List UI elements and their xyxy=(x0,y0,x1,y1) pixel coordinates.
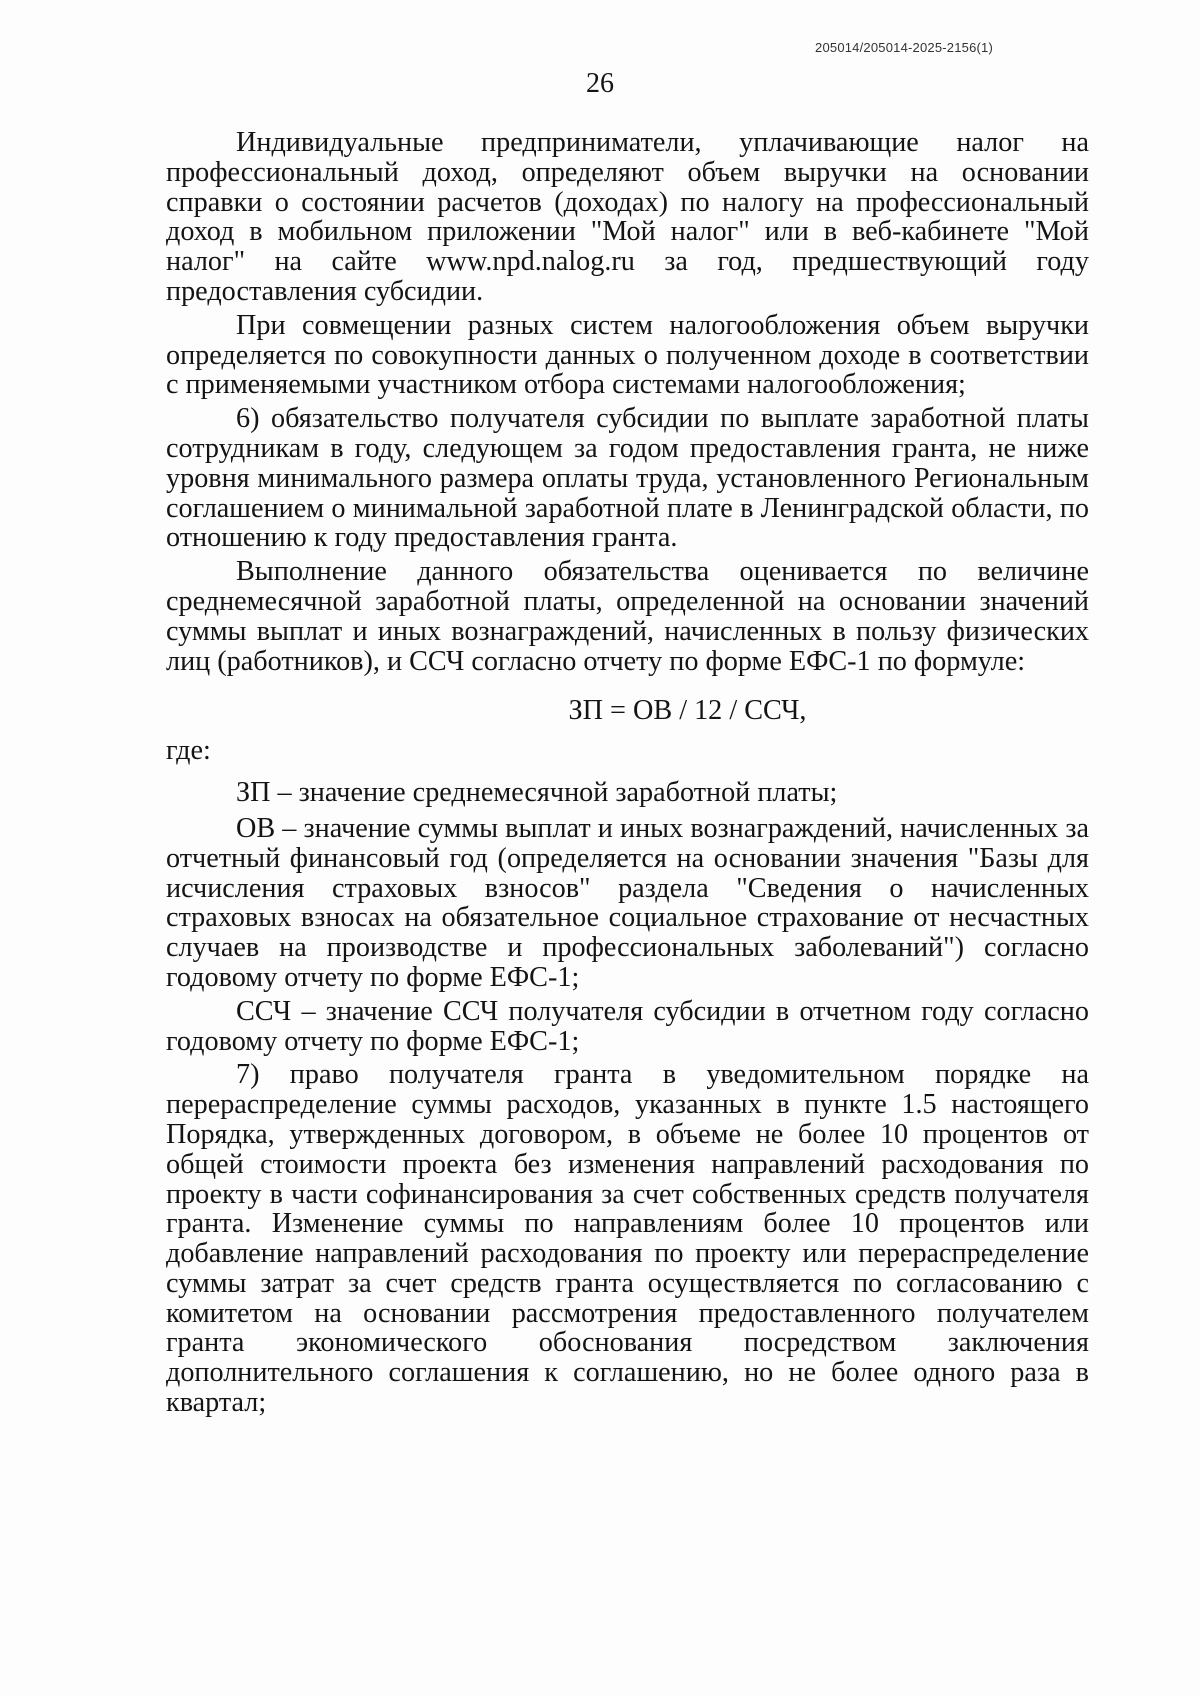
document-id: 205014/205014-2025-2156(1) xyxy=(815,40,993,55)
paragraph-self-employed-revenue: Индивидуальные предприниматели, уплачивающие налог на профессиональный доход, определяют объем выручки на основании справки о состоянии расчетов (доходах) по налогу на профессиональный доход в мобильном приложении "Мой налог" или в веб-кабинете "Мой налог" на сайте www.npd.nalog.ru за год, предшествующий году предоставления субсидии. xyxy=(166,127,1089,307)
page-number: 26 xyxy=(586,68,614,99)
definition-zp: ЗП – значение среднемесячной заработной платы; xyxy=(236,777,838,809)
definition-ov: ОВ – значение суммы выплат и иных вознаграждений, начисленных за отчетный финансовый год (определяется на основании значения "Базы для исчисления страховых взносов" раздела "Сведения о начисленных страховых взносах на обязательное социальное страхование от несчастных случаев на производстве и профессиональных заболеваний") согласно годовому отчету по форме ЕФС-1; xyxy=(166,812,1089,993)
paragraph-combined-tax-systems: При совмещении разных систем налогообложения объем выручки определяется по совокупности данных о полученном доходе в соответствии с применяемыми участником отбора системами налогообложения; xyxy=(166,309,1089,401)
paragraph-item-6-salary-obligation: 6) обязательство получателя субсидии по выплате заработной платы сотрудникам в году, следующем за годом предоставления гранта, не ниже уровня минимального размера оплаты труда, установленного Региональным соглашением о минимальной заработной плате в Ленинградской области, по отношению к году предоставления гранта. xyxy=(166,403,1089,554)
document-body xyxy=(166,128,1089,1418)
paragraph-obligation-assessment: Выполнение данного обязательства оценивается по величине среднемесячной заработной платы, определенной на основании значений суммы выплат и иных вознаграждений, начисленных в пользу физических лиц (работников), и ССЧ согласно отчету по форме ЕФС-1 по формуле: xyxy=(166,556,1089,677)
paragraph-item-7-reallocation-right: 7) право получателя гранта в уведомительном порядке на перераспределение суммы расходов, указанных в пункте 1.5 настоящего Порядка, утвержденных договором, в объеме не более 10 процентов от общей стоимости проекта без изменения направлений расходования по проекту в части софинансирования за счет собственных средств получателя гранта. Изменение суммы по направлениям более 10 процентов или добавление направлений расходования по проекту или перераспределение суммы затрат за счет средств гранта осуществляется по согласованию с комитетом на основании рассмотрения предоставленного получателем гранта экономического обоснования посредством заключения дополнительного соглашения к соглашению, но не более одного раза в квартал; xyxy=(166,1059,1089,1419)
salary-formula: ЗП = ОВ / 12 / ССЧ, xyxy=(568,695,807,727)
formula-where-label: где: xyxy=(166,735,211,767)
definition-ssch: ССЧ – значение ССЧ получателя субсидии в отчетном году согласно годовому отчету по форме ЕФС-1; xyxy=(166,995,1089,1057)
